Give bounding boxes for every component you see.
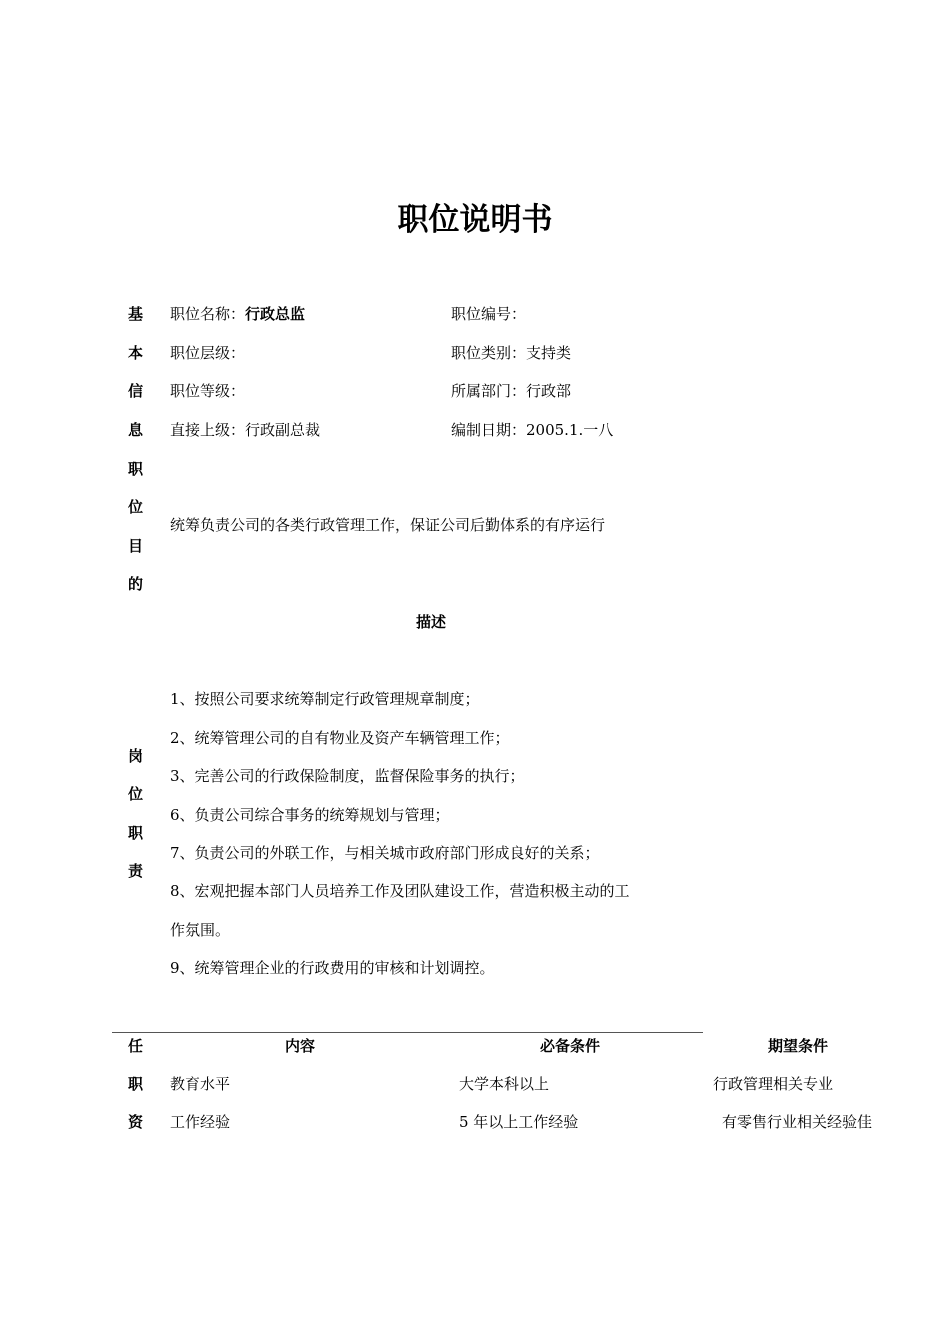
qualifications-header-required: 必备条件: [540, 1037, 601, 1055]
qualifications-divider: [112, 1032, 703, 1033]
position-name-label: 职位名称：: [170, 305, 246, 323]
position-name-value: 行政总监: [245, 305, 306, 323]
duty-item-6-continued: 作氛围。: [170, 921, 231, 939]
qualifications-side-label-1: 任: [128, 1037, 144, 1055]
purpose-text: 统筹负责公司的各类行政管理工作，保证公司后勤体系的有序运行: [170, 516, 606, 534]
duty-item-6: 8、宏观把握本部门人员培养工作及团队建设工作，营造积极主动的工: [170, 882, 630, 900]
basic-info-side-label-4: 息: [128, 421, 144, 439]
duties-side-label-1: 岗: [128, 747, 144, 765]
purpose-side-label-3: 目: [128, 537, 144, 555]
description-heading: 描述: [416, 613, 447, 631]
qualifications-side-label-3: 资: [128, 1113, 144, 1131]
duty-item-3: 3、完善公司的行政保险制度，监督保险事务的执行；: [170, 767, 525, 785]
position-grade-field: 职位等级：: [170, 382, 246, 400]
duties-side-label-3: 职: [128, 824, 144, 842]
duties-side-label-2: 位: [128, 785, 144, 803]
duty-item-5: 7、负责公司的外联工作，与相关城市政府部门形成良好的关系；: [170, 844, 600, 862]
qualifications-header-content: 内容: [285, 1037, 316, 1055]
duty-item-2: 2、统筹管理公司的自有物业及资产车辆管理工作；: [170, 729, 510, 747]
qualification-row-experience-preferred: 有零售行业相关经验佳: [722, 1113, 873, 1131]
compile-date-field: 编制日期：2005.1.一八: [451, 421, 614, 439]
basic-info-side-label-2: 本: [128, 344, 144, 362]
direct-superior-field: 直接上级：行政副总裁: [170, 421, 321, 439]
qualification-row-education-required: 大学本科以上: [459, 1075, 550, 1093]
position-code-field: 职位编号：: [451, 305, 527, 323]
department-field: 所属部门：行政部: [451, 382, 572, 400]
qualification-row-experience-required: 5 年以上工作经验: [459, 1113, 579, 1131]
basic-info-side-label-3: 信: [128, 382, 144, 400]
duty-item-1: 1、按照公司要求统筹制定行政管理规章制度；: [170, 690, 480, 708]
duty-item-4: 6、负责公司综合事务的统筹规划与管理；: [170, 806, 450, 824]
qualification-row-education-content: 教育水平: [170, 1075, 231, 1093]
duty-item-7: 9、统筹管理企业的行政费用的审核和计划调控。: [170, 959, 495, 977]
purpose-side-label-4: 的: [128, 575, 144, 593]
position-category-field: 职位类别：支持类: [451, 344, 572, 362]
position-level-field: 职位层级：: [170, 344, 246, 362]
qualification-row-education-preferred: 行政管理相关专业: [713, 1075, 834, 1093]
duties-side-label-4: 责: [128, 862, 144, 880]
basic-info-side-label-1: 基: [128, 305, 144, 323]
position-name-field: [170, 304, 305, 324]
qualification-row-experience-content: 工作经验: [170, 1113, 231, 1131]
document-title: 职位说明书: [397, 202, 553, 238]
purpose-side-label-1: 职: [128, 460, 144, 478]
qualifications-header-preferred: 期望条件: [768, 1037, 829, 1055]
qualifications-side-label-2: 职: [128, 1075, 144, 1093]
purpose-side-label-2: 位: [128, 498, 144, 516]
